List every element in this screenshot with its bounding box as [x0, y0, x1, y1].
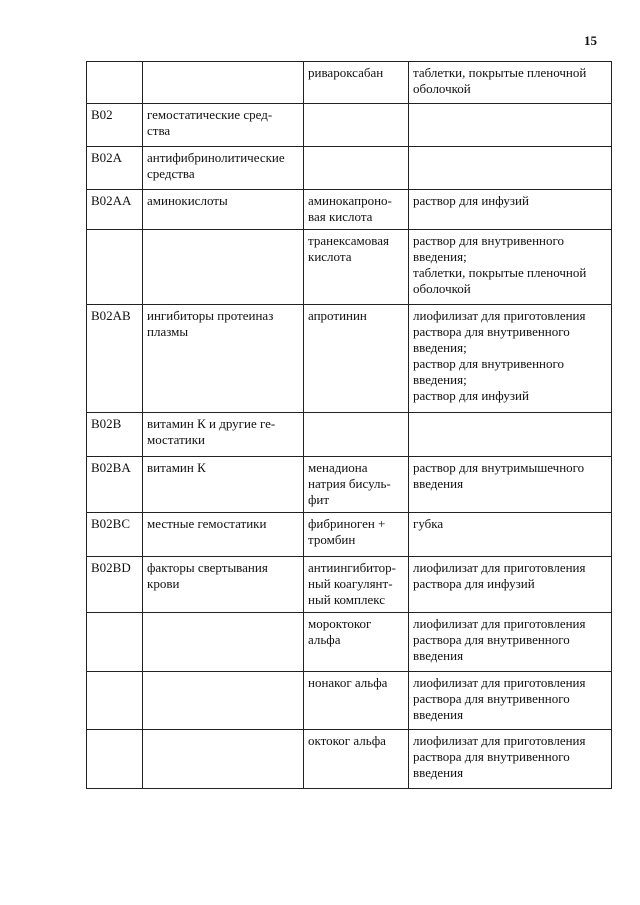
dosage-form-cell: [409, 457, 612, 513]
cell-text-line: фибриноген +: [308, 516, 386, 531]
cell-text-line: раствор для внутримышечного: [413, 460, 585, 475]
cell-text: B02: [91, 107, 113, 122]
cell-text-line: введения: [413, 765, 464, 780]
dosage-form-cell: [409, 62, 612, 104]
cell-text-line: местные гемостатики: [147, 516, 267, 531]
drug-name-cell: [304, 557, 409, 613]
cell-text: B02A: [91, 150, 123, 165]
drug-name-cell: [304, 457, 409, 513]
cell-text-line: средства: [147, 166, 195, 181]
cell-text-line: ингибиторы протеиназ: [147, 308, 274, 323]
anatomical-group-cell: [143, 190, 304, 230]
cell-text-line: лиофилизат для приготовления: [413, 308, 586, 323]
atc-code-cell: [87, 305, 143, 413]
cell-text-line: ный коагулянт-: [308, 576, 393, 591]
table-row: [87, 104, 612, 147]
dosage-form-cell: [409, 104, 612, 147]
drug-name-cell: [304, 104, 409, 147]
cell-text: B02BA: [91, 460, 131, 475]
table-row: [87, 305, 612, 413]
drug-name-cell: [304, 147, 409, 190]
table-row: [87, 147, 612, 190]
atc-code-cell: [87, 190, 143, 230]
cell-text: B02BC: [91, 516, 131, 531]
dosage-form-cell: [409, 190, 612, 230]
cell-text-line: раствора для внутривенного: [413, 691, 570, 706]
cell-text-line: антифибринолитические: [147, 150, 285, 165]
cell-text-line: лиофилизат для приготовления: [413, 675, 586, 690]
cell-text-line: плазмы: [147, 324, 189, 339]
table-row: [87, 557, 612, 613]
cell-text-line: лиофилизат для приготовления: [413, 560, 586, 575]
anatomical-group-cell: [143, 513, 304, 557]
table-row: [87, 190, 612, 230]
cell-text-line: введения;: [413, 340, 467, 355]
anatomical-group-cell: [143, 230, 304, 305]
cell-text-line: крови: [147, 576, 180, 591]
cell-text-line: раствора для внутривенного: [413, 749, 570, 764]
anatomical-group-cell: [143, 557, 304, 613]
cell-text-line: кислота: [308, 249, 352, 264]
table-row: [87, 413, 612, 457]
dosage-form-cell: [409, 305, 612, 413]
cell-text-line: витамин К: [147, 460, 206, 475]
cell-text-line: ривароксабан: [308, 65, 384, 80]
cell-text-line: гемостатические сред-: [147, 107, 273, 122]
cell-text-line: антиингибитор-: [308, 560, 396, 575]
cell-text-line: введения: [413, 648, 464, 663]
atc-code-cell: [87, 457, 143, 513]
cell-text-line: тромбин: [308, 532, 356, 547]
table-row: [87, 672, 612, 730]
cell-text-line: введения: [413, 476, 464, 491]
anatomical-group-cell: [143, 613, 304, 672]
drug-name-cell: [304, 672, 409, 730]
anatomical-group-cell: [143, 672, 304, 730]
cell-text: B02AB: [91, 308, 131, 323]
table-row: [87, 230, 612, 305]
cell-text-line: введения;: [413, 249, 467, 264]
table-row: [87, 730, 612, 789]
anatomical-group-cell: [143, 457, 304, 513]
drug-name-cell: [304, 413, 409, 457]
atc-code-cell: [87, 613, 143, 672]
atc-code-cell: [87, 147, 143, 190]
dosage-form-cell: [409, 513, 612, 557]
atc-code-cell: [87, 104, 143, 147]
cell-text-line: мороктоког: [308, 616, 372, 631]
dosage-form-cell: [409, 557, 612, 613]
atc-code-cell: [87, 513, 143, 557]
cell-text-line: таблетки, покрытые пленочной: [413, 65, 587, 80]
cell-text-line: фит: [308, 492, 330, 507]
cell-text-line: альфа: [308, 632, 341, 647]
cell-text-line: мостатики: [147, 432, 206, 447]
cell-text-line: оболочкой: [413, 81, 471, 96]
cell-text-line: менадиона: [308, 460, 368, 475]
dosage-form-cell: [409, 230, 612, 305]
cell-text-line: раствор для инфузий: [413, 193, 529, 208]
cell-text-line: октоког альфа: [308, 733, 386, 748]
dosage-form-cell: [409, 413, 612, 457]
drug-name-cell: [304, 730, 409, 789]
table-row: [87, 613, 612, 672]
cell-text-line: раствора для внутривенного: [413, 324, 570, 339]
cell-text-line: таблетки, покрытые пленочной: [413, 265, 587, 280]
drug-table: [86, 61, 612, 789]
drug-name-cell: [304, 230, 409, 305]
anatomical-group-cell: [143, 305, 304, 413]
cell-text-line: вая кислота: [308, 209, 373, 224]
cell-text-line: нонаког альфа: [308, 675, 388, 690]
dosage-form-cell: [409, 147, 612, 190]
table-row: [87, 62, 612, 104]
cell-text-line: раствор для инфузий: [413, 388, 529, 403]
atc-code-cell: [87, 62, 143, 104]
cell-text-line: апротинин: [308, 308, 367, 323]
cell-text: B02AA: [91, 193, 132, 208]
cell-text-line: раствор для внутривенного: [413, 356, 564, 371]
cell-text-line: лиофилизат для приготовления: [413, 616, 586, 631]
dosage-form-cell: [409, 730, 612, 789]
cell-text-line: ный комплекс: [308, 592, 386, 607]
anatomical-group-cell: [143, 730, 304, 789]
cell-text-line: транексамовая: [308, 233, 389, 248]
anatomical-group-cell: [143, 413, 304, 457]
anatomical-group-cell: [143, 62, 304, 104]
cell-text: B02BD: [91, 560, 131, 575]
atc-code-cell: [87, 672, 143, 730]
cell-text-line: введения;: [413, 372, 467, 387]
table-body: [87, 62, 612, 789]
anatomical-group-cell: [143, 147, 304, 190]
cell-text-line: натрия бисуль-: [308, 476, 391, 491]
cell-text-line: оболочкой: [413, 281, 471, 296]
atc-code-cell: [87, 557, 143, 613]
cell-text-line: аминокислоты: [147, 193, 228, 208]
cell-text-line: раствора для инфузий: [413, 576, 535, 591]
cell-text-line: факторы свертывания: [147, 560, 268, 575]
page-number: 15: [584, 33, 597, 48]
cell-text-line: лиофилизат для приготовления: [413, 733, 586, 748]
cell-text-line: витамин К и другие ге-: [147, 416, 276, 431]
drug-name-cell: [304, 62, 409, 104]
cell-text-line: раствора для внутривенного: [413, 632, 570, 647]
cell-text: B02B: [91, 416, 122, 431]
drug-name-cell: [304, 613, 409, 672]
dosage-form-cell: [409, 613, 612, 672]
atc-code-cell: [87, 730, 143, 789]
drug-name-cell: [304, 513, 409, 557]
cell-text-line: раствор для внутривенного: [413, 233, 564, 248]
table-row: [87, 457, 612, 513]
cell-text-line: аминокапроно-: [308, 193, 392, 208]
anatomical-group-cell: [143, 104, 304, 147]
cell-text-line: губка: [413, 516, 444, 531]
atc-code-cell: [87, 230, 143, 305]
drug-name-cell: [304, 190, 409, 230]
atc-code-cell: [87, 413, 143, 457]
dosage-form-cell: [409, 672, 612, 730]
cell-text-line: введения: [413, 707, 464, 722]
drug-name-cell: [304, 305, 409, 413]
cell-text-line: ства: [147, 123, 171, 138]
table-row: [87, 513, 612, 557]
